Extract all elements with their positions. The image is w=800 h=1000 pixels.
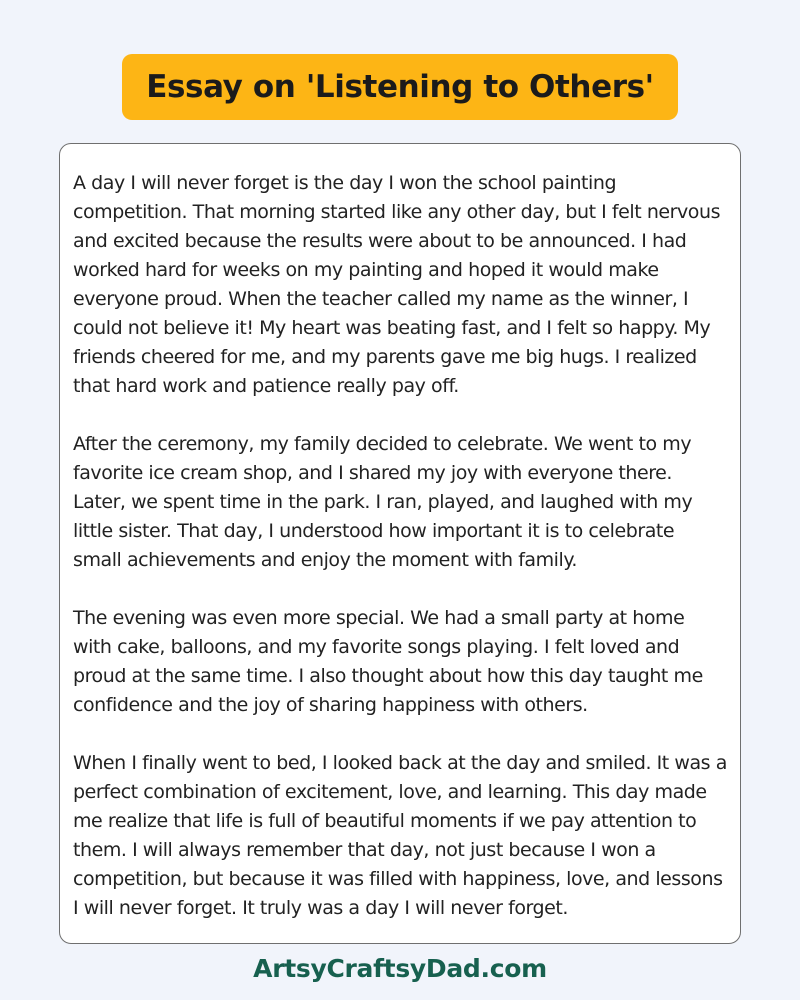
footer-website: ArtsyCraftsyDad.com xyxy=(253,954,547,983)
essay-paragraph-1: A day I will never forget is the day I won the school painting competition. That morning started like any other day, but I felt nervous and excited because the results were about to be announced. I had worked hard for weeks on my painting and hoped it would make everyone proud. When the teacher called my name as the winner, I could not believe it! My heart was beating fast, and I felt so happy. My friends cheered for me, and my parents gave me big hugs. I realized that hard work and patience really pay off. xyxy=(73,172,721,397)
essay-paragraph-2: After the ceremony, my family decided to celebrate. We went to my favorite ice cream shop, and I shared my joy with everyone there. Later, we spent time in the park. I ran, played, and laughed with my little sister. That day, I understood how important it is to celebrate small achievements and enjoy the moment with family. xyxy=(73,433,693,571)
title-badge xyxy=(122,54,678,120)
page-title: Essay on 'Listening to Others' xyxy=(146,69,654,105)
essay-paragraph-4: When I finally went to bed, I looked back at the day and smiled. It was a perfect combination of excitement, love, and learning. This day made me realize that life is full of beautiful moments if we pay attention to them. I will always remember that day, not just because I won a competition, but because it was filled with happiness, love, and lessons I will never forget. It truly was a day I will never forget. xyxy=(73,752,727,919)
essay-card xyxy=(59,143,741,944)
essay-paragraph-3: The evening was even more special. We had a small party at home with cake, balloons, and my favorite songs playing. I felt loved and proud at the same time. I also thought about how this day taught me confidence and the joy of sharing happiness with others. xyxy=(73,607,703,716)
title-container xyxy=(0,54,800,120)
